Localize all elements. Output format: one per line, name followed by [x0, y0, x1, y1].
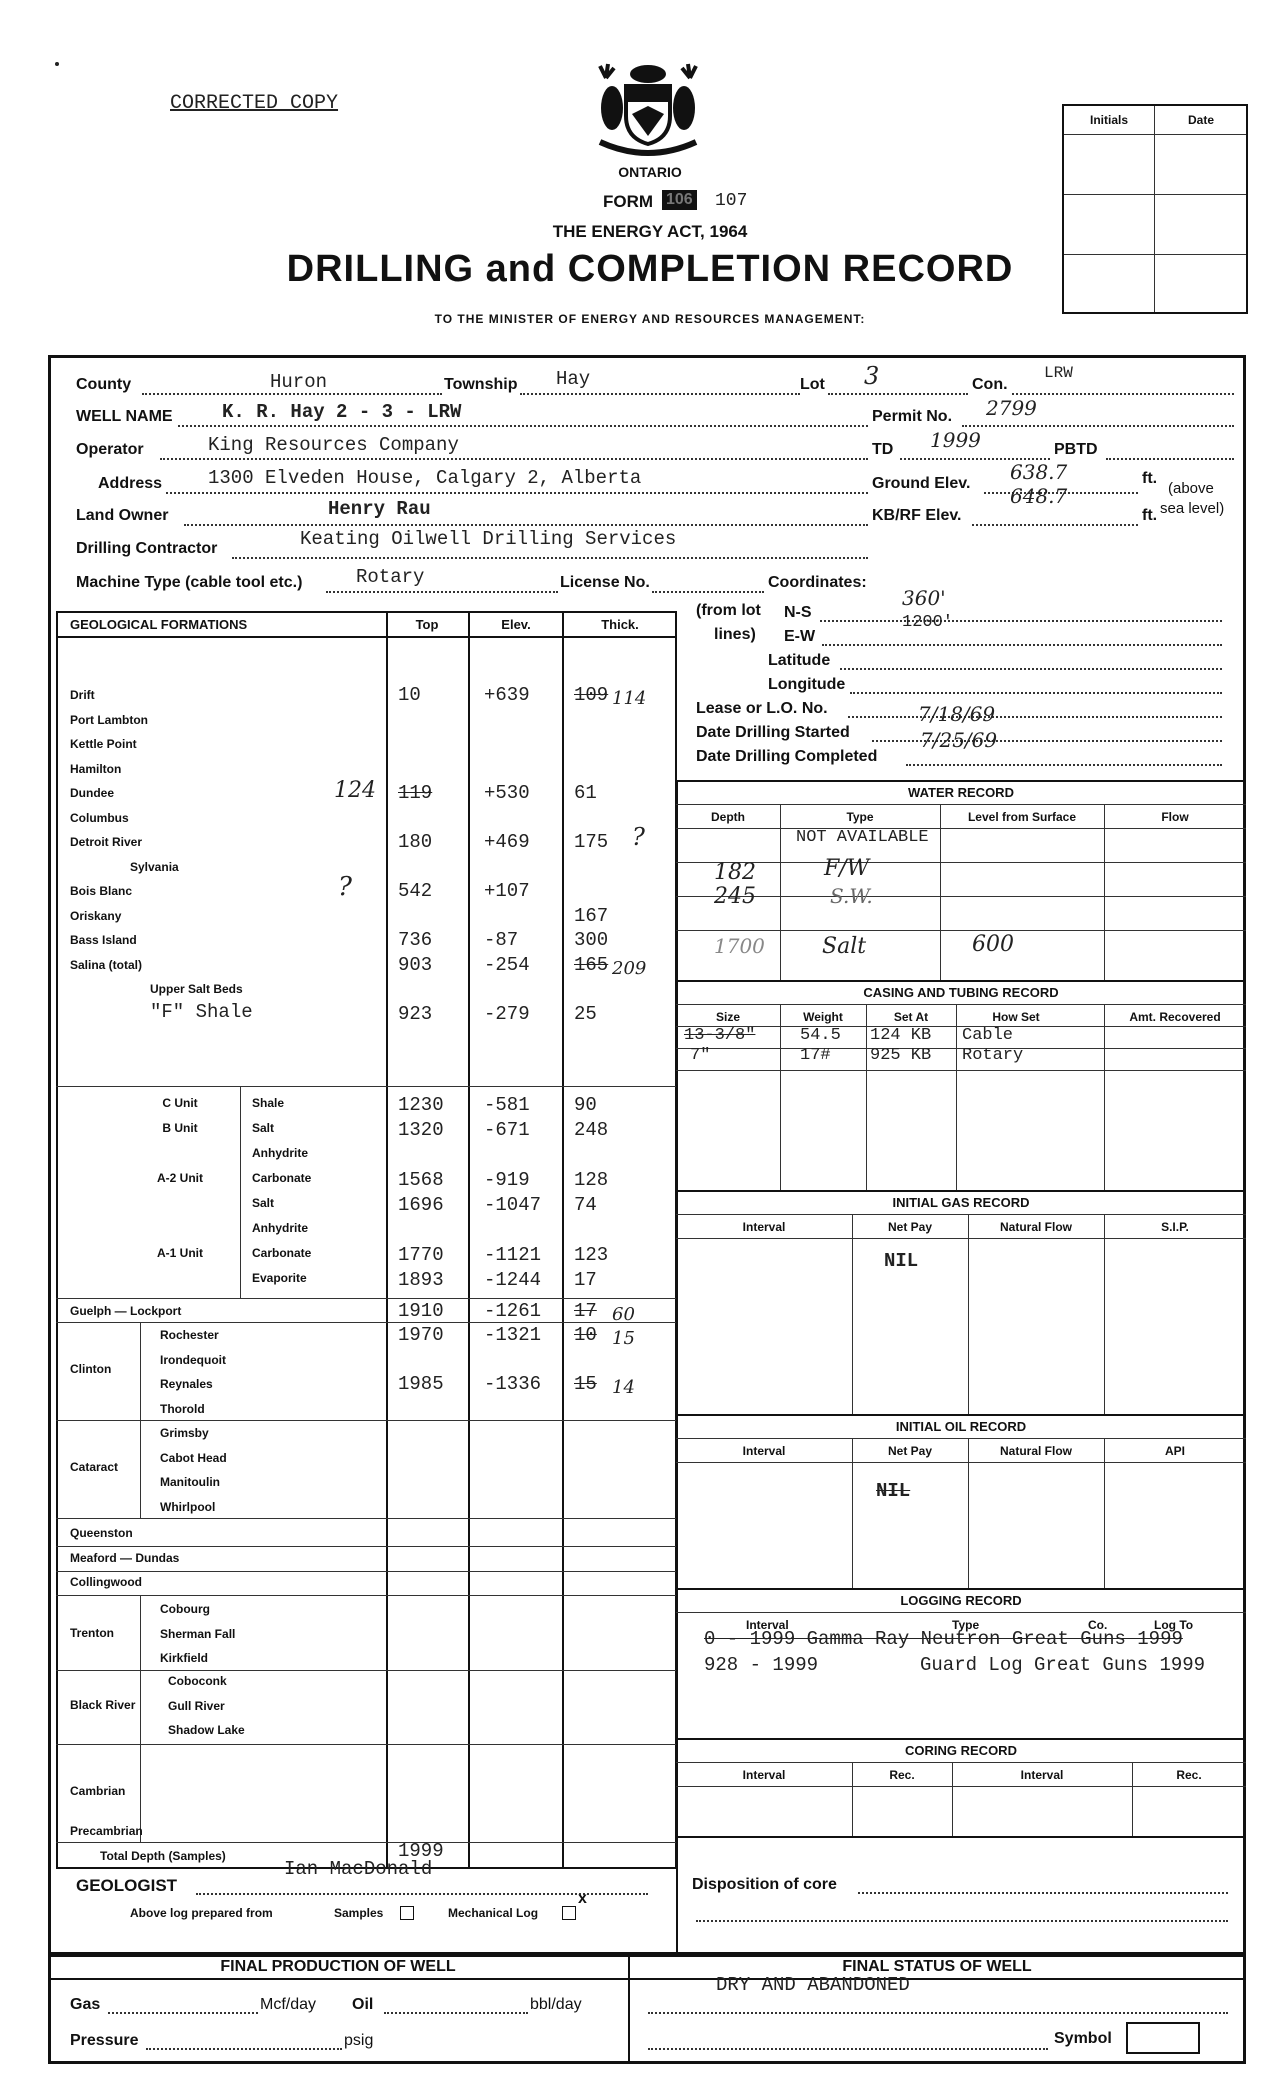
elev-u3: -919 — [484, 1169, 530, 1191]
ft-label-2: ft. — [1142, 507, 1158, 524]
formation-11: Salina (total) — [70, 957, 143, 972]
group-cataract: Cataract — [70, 1460, 119, 1474]
unit-sub-1: Salt — [252, 1121, 275, 1135]
logging-row2-rest: Guard Log Great Guns 1999 — [920, 1654, 1206, 1676]
township-value: Hay — [556, 368, 591, 390]
date-label: Date — [1187, 113, 1214, 127]
coring-col-interval: Interval — [742, 1768, 786, 1782]
county-label: County — [76, 376, 132, 393]
unit-sub-2: Anhydrite — [252, 1146, 309, 1160]
logging-col-co: Co. — [1088, 1618, 1108, 1632]
province-label: ONTARIO — [618, 164, 682, 180]
kb-elev-value: 648.7 — [1010, 484, 1068, 508]
group-trenton: Trenton — [70, 1626, 114, 1640]
formation-precambrian: Precambrian — [70, 1824, 143, 1838]
row-divider — [56, 1546, 677, 1547]
water-title: WATER RECORD — [908, 785, 1014, 800]
oil-nil: NIL — [876, 1480, 911, 1502]
initials-label: Initials — [1089, 113, 1128, 127]
land-owner-label: Land Owner — [76, 507, 169, 524]
thick-u3: 128 — [574, 1169, 609, 1191]
casing-r2-how: Rotary — [962, 1046, 1024, 1065]
unit-6: A-1 Unit — [157, 1246, 203, 1260]
unit-3: A-2 Unit — [157, 1171, 203, 1185]
initials-date-box — [1062, 104, 1248, 314]
lot-value: 3 — [864, 362, 880, 390]
ew-label: E-W — [784, 628, 816, 645]
elev-u6: -1121 — [484, 1244, 542, 1266]
casing-r1-how: Cable — [962, 1026, 1014, 1045]
top-u7: 1893 — [398, 1269, 444, 1291]
thick-13: 25 — [574, 1002, 597, 1025]
kb-elev-label: KB/RF Elev. — [872, 507, 962, 524]
top-6: 180 — [398, 831, 433, 853]
thick-corrected-c0: 15 — [612, 1328, 635, 1349]
date-completed-value: 7/25/69 — [920, 728, 998, 752]
disposition-label: Disposition of core — [692, 1876, 837, 1893]
unit-sub-4: Salt — [252, 1196, 275, 1210]
latitude-label: Latitude — [768, 652, 831, 669]
thick-corrected-11: 209 — [612, 957, 647, 979]
drilling-contractor-label: Drilling Contractor — [76, 540, 218, 557]
water-na: NOT AVAILABLE — [796, 828, 929, 847]
machine-type-label: Machine Type (cable tool etc.) — [76, 574, 303, 591]
top-c2: 1985 — [398, 1373, 444, 1395]
thick-6: 175 — [574, 831, 609, 853]
page-title: DRILLING and COMPLETION RECORD — [286, 248, 1014, 290]
gas-col-netpay: Net Pay — [887, 1220, 933, 1234]
ground-elev-value: 638.7 — [1010, 460, 1068, 484]
thick-0: 109 — [574, 684, 609, 706]
cataract-1: Cabot Head — [160, 1450, 227, 1465]
status-title: FINAL STATUS OF WELL — [842, 1958, 1032, 1975]
operator-value: King Resources Company — [208, 434, 459, 456]
formation-4: Dundee — [70, 786, 115, 800]
oil-label: Oil — [352, 1996, 374, 2013]
geo-col-top: Top — [415, 617, 439, 632]
water-col-type: Type — [846, 810, 874, 824]
formation-12: Upper Salt Beds — [150, 982, 243, 996]
ground-elev-label: Ground Elev. — [872, 475, 971, 492]
formation-9: Oriskany — [70, 908, 122, 923]
thick-note-6: ? — [632, 823, 645, 851]
geo-col-thick: Thick. — [601, 617, 639, 632]
gas-col-interval: Interval — [742, 1220, 786, 1234]
lot-label: Lot — [800, 376, 825, 393]
row-divider — [56, 1571, 677, 1572]
pressure-label: Pressure — [70, 2032, 139, 2049]
thick-guelph: 17 — [574, 1300, 597, 1322]
elev-8: +107 — [484, 880, 530, 902]
water-r3-depth: 1700 — [714, 934, 765, 958]
mechanical-mark: x — [578, 1890, 587, 1907]
casing-r2-weight: 17# — [800, 1046, 831, 1065]
formation-7: Sylvania — [130, 859, 179, 874]
thick-u6: 123 — [574, 1244, 609, 1266]
formation-13: "F" Shale — [150, 1000, 253, 1023]
thick-10: 300 — [574, 929, 609, 951]
mechanical-label: Mechanical Log — [448, 1906, 539, 1920]
thick-c2: 15 — [574, 1373, 597, 1395]
row-divider — [56, 1670, 677, 1671]
well-name-value: K. R. Hay 2 - 3 - LRW — [222, 401, 462, 423]
logging-row1: 0 - 1999 Gamma Ray Neutron Great Guns 1999 — [704, 1628, 1183, 1650]
gas-label: Gas — [70, 1996, 101, 2013]
date-completed-label: Date Drilling Completed — [696, 748, 878, 765]
longitude-label: Longitude — [768, 676, 846, 693]
oil-title: INITIAL OIL RECORD — [895, 1419, 1027, 1434]
thick-4: 61 — [574, 782, 597, 804]
cataract-2: Manitoulin — [160, 1475, 220, 1489]
drilling-contractor-value: Keating Oilwell Drilling Services — [300, 528, 677, 550]
date-started-value: 7/18/69 — [918, 702, 996, 726]
elev-10: -87 — [484, 929, 519, 951]
thick-9: 167 — [574, 904, 609, 927]
gas-title: INITIAL GAS RECORD — [892, 1195, 1030, 1210]
formation-1: Port Lambton — [70, 712, 148, 727]
total-depth-value: 1999 — [398, 1840, 444, 1862]
top-c0: 1970 — [398, 1324, 444, 1346]
oil-col-api: API — [1164, 1444, 1185, 1458]
formation-6: Detroit River — [70, 835, 143, 849]
casing-col-weight: Weight — [803, 1010, 843, 1024]
gas-col-sip: S.I.P. — [1161, 1220, 1189, 1234]
td-label: TD — [872, 441, 894, 458]
unit-sub-7: Evaporite — [252, 1271, 307, 1285]
group-black-river: Black River — [70, 1698, 136, 1712]
thick-u4: 74 — [574, 1194, 597, 1216]
unit-0: C Unit — [162, 1096, 198, 1110]
machine-type-value: Rotary — [356, 566, 425, 588]
corrected-copy-stamp: CORRECTED COPY — [170, 92, 339, 115]
top-note-8: ? — [338, 872, 352, 902]
casing-col-size: Size — [715, 1010, 740, 1024]
sea-level-label: sea level) — [1160, 500, 1225, 517]
row-divider — [56, 1842, 677, 1843]
logging-col-interval: Interval — [746, 1618, 789, 1632]
casing-r1-size: 13-3/8" — [684, 1026, 756, 1045]
top-4: 119 — [398, 782, 433, 804]
casing-r2-setat: 925 KB — [870, 1046, 932, 1065]
lease-label: Lease or L.O. No. — [696, 700, 828, 717]
top-u0: 1230 — [398, 1094, 444, 1116]
black-river-2: Shadow Lake — [168, 1723, 245, 1737]
status-value: DRY AND ABANDONED — [716, 1974, 910, 1996]
elev-11: -254 — [484, 953, 530, 976]
geologist-name: Ian MacDonald — [284, 1858, 433, 1880]
act-title: THE ENERGY ACT, 1964 — [552, 222, 748, 241]
elev-c2: -1336 — [484, 1373, 542, 1395]
top-8: 542 — [398, 880, 433, 902]
trenton-0: Cobourg — [160, 1602, 210, 1616]
county-value: Huron — [270, 371, 328, 393]
water-r1-depth: 182 — [714, 860, 756, 885]
prepared-label: Above log prepared from — [130, 1906, 273, 1920]
formation-2: Kettle Point — [70, 737, 137, 751]
casing-title: CASING AND TUBING RECORD — [863, 985, 1059, 1000]
gas-nil: NIL — [884, 1250, 919, 1272]
samples-label: Samples — [334, 1906, 384, 1920]
from-lot-label: (from lot — [696, 602, 761, 619]
top-u4: 1696 — [398, 1194, 444, 1216]
clinton-0: Rochester — [160, 1328, 219, 1342]
group-clinton: Clinton — [70, 1362, 112, 1376]
water-r2-type: S.W. — [830, 884, 873, 908]
water-col-level: Level from Surface — [967, 810, 1077, 824]
top-u3: 1568 — [398, 1169, 444, 1191]
address-label: Address — [98, 475, 163, 492]
symbol-box[interactable] — [1126, 2022, 1200, 2054]
geo-title: GEOLOGICAL FORMATIONS — [70, 617, 248, 632]
bbl-label: bbl/day — [530, 1996, 582, 2013]
formation-s0: Queenston — [70, 1526, 133, 1540]
psig-label: psig — [344, 2032, 374, 2049]
elev-u7: -1244 — [484, 1269, 542, 1291]
coring-title: CORING RECORD — [905, 1743, 1017, 1758]
form-label: FORM — [603, 192, 654, 211]
top-u6: 1770 — [398, 1244, 444, 1266]
row-divider — [56, 1420, 677, 1421]
row-divider — [56, 1744, 677, 1745]
trenton-1: Sherman Fall — [160, 1626, 236, 1641]
elev-u4: -1047 — [484, 1194, 542, 1216]
township-label: Township — [444, 376, 518, 393]
coring-col-rec2: Rec. — [1176, 1768, 1202, 1782]
top-0: 10 — [398, 684, 421, 706]
thick-corrected-guelph: 60 — [612, 1304, 635, 1325]
ontario-coat-of-arms-icon — [592, 58, 704, 158]
formation-s1: Meaford — Dundas — [70, 1550, 180, 1565]
mcf-label: Mcf/day — [260, 1996, 317, 2013]
top-13: 923 — [398, 1002, 433, 1025]
thick-corrected-0: 114 — [612, 688, 647, 709]
production-title: FINAL PRODUCTION OF WELL — [220, 1958, 456, 1975]
water-r3-level: 600 — [972, 932, 1014, 957]
operator-label: Operator — [76, 441, 144, 458]
con-value: LRW — [1044, 364, 1073, 382]
cataract-0: Grimsby — [160, 1426, 209, 1440]
casing-r1-setat: 124 KB — [870, 1026, 932, 1045]
row-divider — [56, 1518, 677, 1519]
row-divider — [56, 1322, 677, 1323]
top-corrected-4: 124 — [334, 778, 376, 803]
speck — [55, 62, 59, 66]
top-11: 903 — [398, 953, 433, 976]
trenton-2: Kirkfield — [160, 1651, 209, 1665]
ns-label: N-S — [784, 604, 812, 621]
clinton-3: Thorold — [160, 1401, 205, 1416]
thick-u1: 248 — [574, 1119, 609, 1141]
gas-col-flow: Natural Flow — [999, 1220, 1072, 1234]
land-owner-value: Henry Rau — [328, 498, 431, 520]
samples-checkbox[interactable] — [400, 1906, 414, 1920]
water-col-flow: Flow — [1161, 810, 1189, 824]
unit-1: B Unit — [162, 1121, 198, 1135]
cataract-3: Whirlpool — [160, 1499, 216, 1514]
unit-sub-6: Carbonate — [252, 1246, 312, 1260]
elev-c0: -1321 — [484, 1324, 542, 1346]
geo-col-elev: Elev. — [501, 617, 531, 632]
clinton-2: Reynales — [160, 1377, 213, 1391]
top-10: 736 — [398, 929, 433, 951]
formation-s2: Collingwood — [70, 1575, 142, 1589]
water-col-depth: Depth — [711, 810, 745, 824]
unit-sub-3: Carbonate — [252, 1171, 312, 1185]
formation-cambrian: Cambrian — [70, 1784, 126, 1798]
row-divider — [56, 1595, 677, 1596]
casing-col-amt: Amt. Recovered — [1129, 1010, 1221, 1024]
black-river-1: Gull River — [168, 1698, 225, 1713]
formation-guelph: Guelph — Lockport — [70, 1304, 182, 1318]
elev-u0: -581 — [484, 1094, 530, 1116]
symbol-label: Symbol — [1054, 2030, 1112, 2047]
license-label: License No. — [560, 574, 650, 591]
casing-r2-size: 7" — [690, 1046, 711, 1065]
elev-6: +469 — [484, 831, 530, 853]
formation-8: Bois Blanc — [70, 884, 133, 898]
casing-col-setat: Set At — [893, 1010, 929, 1024]
ns-value: 360' — [902, 586, 946, 610]
con-label: Con. — [972, 376, 1008, 393]
oil-col-interval: Interval — [742, 1444, 786, 1458]
address-value: 1300 Elveden House, Calgary 2, Alberta — [208, 467, 642, 489]
logging-row2-interval: 928 - 1999 — [704, 1654, 819, 1676]
above-label: (above — [1168, 480, 1214, 497]
elev-13: -279 — [484, 1002, 530, 1025]
elev-guelph: -1261 — [484, 1300, 542, 1322]
thick-11: 165 — [574, 953, 609, 976]
logging-title: LOGGING RECORD — [900, 1593, 1022, 1608]
permit-value: 2799 — [986, 396, 1037, 420]
black-river-0: Coboconk — [168, 1674, 227, 1688]
formation-3: Hamilton — [70, 761, 122, 776]
form-number-old: 106 — [662, 190, 697, 210]
formation-0: Drift — [70, 688, 95, 702]
elev-u1: -671 — [484, 1119, 530, 1141]
elev-0: +639 — [484, 684, 530, 706]
water-r2-depth: 245 — [714, 884, 756, 909]
coring-col-interval2: Interval — [1020, 1768, 1064, 1782]
logging-col-logto: Log To — [1154, 1618, 1194, 1632]
casing-col-howset: How Set — [992, 1010, 1040, 1024]
formation-5: Columbus — [70, 810, 129, 825]
coordinates-label: Coordinates: — [768, 574, 867, 591]
total-depth-label: Total Depth (Samples) — [100, 1849, 226, 1863]
unit-sub-5: Anhydrite — [252, 1221, 309, 1235]
thick-u0: 90 — [574, 1094, 597, 1116]
thick-corrected-c2: 14 — [612, 1377, 635, 1398]
unit-sub-0: Shale — [252, 1096, 285, 1110]
mechanical-checkbox[interactable] — [562, 1906, 576, 1920]
oil-col-flow: Natural Flow — [999, 1444, 1072, 1458]
water-r1-type: F/W — [824, 856, 870, 881]
permit-label: Permit No. — [872, 408, 953, 425]
form-number-new: 107 — [715, 191, 748, 211]
top-guelph: 1910 — [398, 1300, 444, 1322]
ew-value: 1200' — [902, 613, 954, 632]
casing-r1-weight: 54.5 — [800, 1026, 841, 1045]
td-value: 1999 — [930, 428, 981, 452]
thick-u7: 17 — [574, 1269, 597, 1291]
ft-label-1: ft. — [1142, 470, 1158, 487]
row-divider — [56, 1298, 677, 1299]
well-name-label: WELL NAME — [76, 408, 173, 425]
page-subtitle: TO THE MINISTER OF ENERGY AND RESOURCES MANAGEMENT: — [434, 312, 866, 326]
lines-label: lines) — [714, 626, 756, 643]
thick-c0: 10 — [574, 1324, 597, 1346]
water-r3-type: Salt — [822, 934, 867, 959]
clinton-1: Irondequoit — [160, 1352, 226, 1367]
date-started-label: Date Drilling Started — [696, 724, 850, 741]
row-divider — [56, 1086, 677, 1087]
top-u1: 1320 — [398, 1119, 444, 1141]
pbtd-label: PBTD — [1054, 441, 1098, 458]
formation-10: Bass Island — [70, 933, 137, 947]
logging-col-type: Type — [952, 1618, 980, 1632]
elev-4: +530 — [484, 782, 530, 804]
geologist-label: GEOLOGIST — [76, 1876, 178, 1895]
coring-col-rec: Rec. — [889, 1768, 915, 1782]
oil-col-netpay: Net Pay — [887, 1444, 933, 1458]
